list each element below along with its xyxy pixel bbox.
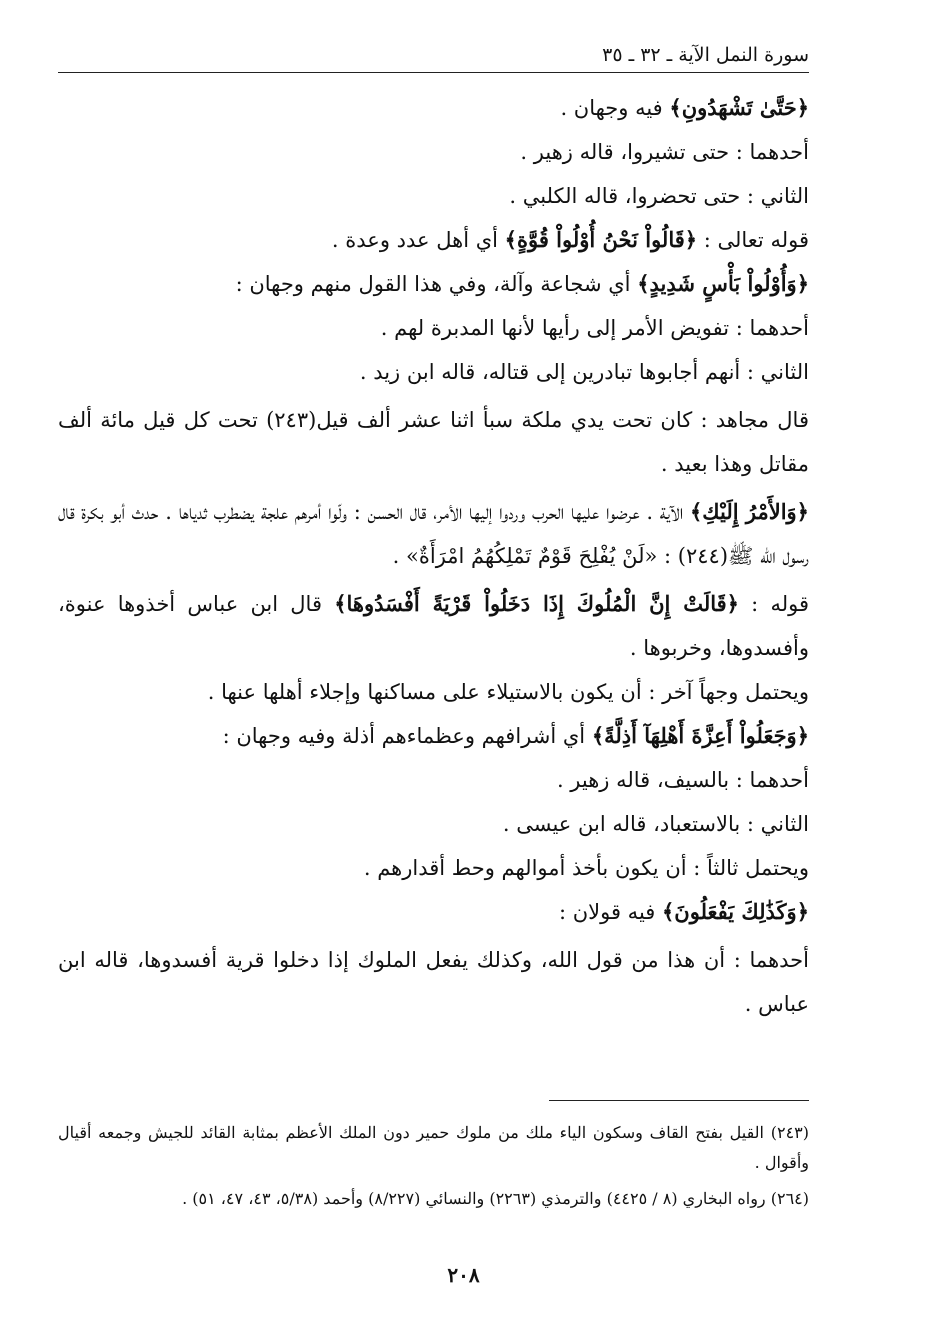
paragraph-text: أحدهما : بالسيف، قاله زهير . <box>556 768 809 792</box>
paragraph <box>58 846 809 890</box>
paragraph-text: أحدهما : حتى تشيروا، قاله زهير . <box>520 140 809 164</box>
paragraph <box>58 86 809 130</box>
paragraph-text: ويحتمل ثالثاً : أن يكون بأخذ أموالهم وحط أقدارهم . <box>363 856 809 880</box>
paragraph <box>58 582 809 670</box>
paragraph <box>58 758 809 802</box>
quran-verse: ﴿وَأُوْلُواْ بَأْسٍ شَدِيدٍ﴾ <box>637 271 809 296</box>
paragraph <box>58 174 809 218</box>
footnote: (٢٦٤) رواه البخاري (٨ / ٤٤٢٥) والترمذي (٢٢٦٣) والنسائي (٨/٢٢٧) وأحمد (٥/٣٨، ٤٣، ٤٧، ٥١) . <box>182 1189 809 1208</box>
paragraph <box>58 802 809 846</box>
paragraph <box>58 398 809 486</box>
paragraph-text: الثاني : بالاستعباد، قاله ابن عيسى . <box>502 812 809 836</box>
paragraph-text: ويحتمل وجهاً آخر : أن يكون بالاستيلاء على مساكنها وإجلاء أهلها عنها . <box>207 680 809 704</box>
footnote-divider <box>549 1100 809 1101</box>
paragraph-text: الثاني : أنهم أجابوها تبادرين إلى قتاله، قاله ابن زيد . <box>359 360 809 384</box>
paragraph-text: أحدهما : أن هذا من قول الله، وكذلك يفعل الملوك إذا دخلوا قرية أفسدوها، قاله ابن عباس . <box>58 948 809 1016</box>
paragraph <box>58 130 809 174</box>
page-number: ٢٠٨ <box>447 1263 480 1287</box>
quran-verse: ﴿وَالأَمْرُ إِلَيْكِ﴾ <box>689 499 809 524</box>
paragraph-prefix: قوله : <box>738 592 809 616</box>
paragraph <box>58 890 809 934</box>
paragraph <box>58 938 809 1026</box>
quran-verse: ﴿قَالُواْ نَحْنُ أُوْلُواْ قُوَّةٍ﴾ <box>504 227 698 252</box>
paragraph-text: قال مجاهد : كان تحت يدي ملكة سبأ اثنا عشر ألف قيل(٢٤٣) تحت كل قيل مائة ألف مقاتل وهذا بعيد . <box>58 408 809 476</box>
running-header <box>58 44 809 73</box>
quran-verse: ﴿وَكَذَٰلِكَ يَفْعَلُونَ﴾ <box>662 899 809 924</box>
header-title: سورة النمل الآية ـ ٣٢ ـ ٣٥ <box>602 44 809 66</box>
main-text <box>58 86 809 1026</box>
quran-verse: ﴿وَجَعَلُواْ أَعِزَّةَ أَهْلِهَآ أَذِلَّةً﴾ <box>591 723 809 748</box>
paragraph-text: أي شجاعة وآلة، وفي هذا القول منهم وجهان : <box>235 272 638 296</box>
paragraph-text: قال ابن عباس أخذوها عنوة، وأفسدوها، وخربوها . <box>58 592 809 660</box>
footnotes <box>58 1118 809 1220</box>
paragraph <box>58 670 809 714</box>
paragraph <box>58 262 809 306</box>
paragraph <box>58 714 809 758</box>
paragraph-text: فيه وجهان . <box>560 96 670 120</box>
paragraph <box>58 218 809 262</box>
footnote: (٢٤٣) القيل بفتح القاف وسكون الياء ملك من ملوك حمير دون الملك الأعظم بمثابة القائد للجيش وجمعه أقيال وأقوال . <box>58 1123 810 1172</box>
quran-verse: ﴿قَالَتْ إِنَّ الْمُلُوكَ إِذَا دَخَلُواْ قَرْيَةً أَفْسَدُوهَا﴾ <box>334 591 739 616</box>
paragraph-text: الثاني : حتى تحضروا، قاله الكلبي . <box>509 184 809 208</box>
paragraph <box>58 350 809 394</box>
quran-verse: ﴿حَتَّىٰ تَشْهَدُونِ﴾ <box>669 95 809 120</box>
paragraph-text: أي أهل عدد وعدة . <box>331 228 505 252</box>
paragraph-text: أي أشرافهم وعظماءهم أذلة وفيه وجهان : <box>222 724 592 748</box>
paragraph <box>58 306 809 350</box>
paragraph-text: فيه قولان : <box>558 900 662 924</box>
paragraph-prefix: قوله تعالى : <box>697 228 809 252</box>
paragraph-text: أحدهما : تفويض الأمر إلى رأيها لأنها المدبرة لهم . <box>380 316 809 340</box>
paragraph <box>58 490 809 578</box>
paragraph-text: الآية . عرضوا عليها الحرب وردوا إليها الأمر، قال الحسن : ولّوا أمرهم علجة يضطرب ثدياها . حدث أبو بكرة قال رسول الله ﷺ(٢٤٤) : «لَنْ يُفْلِحَ قَوْمٌ تَمْلِكُهُمُ امْرَأَةٌ» . <box>58 500 809 568</box>
